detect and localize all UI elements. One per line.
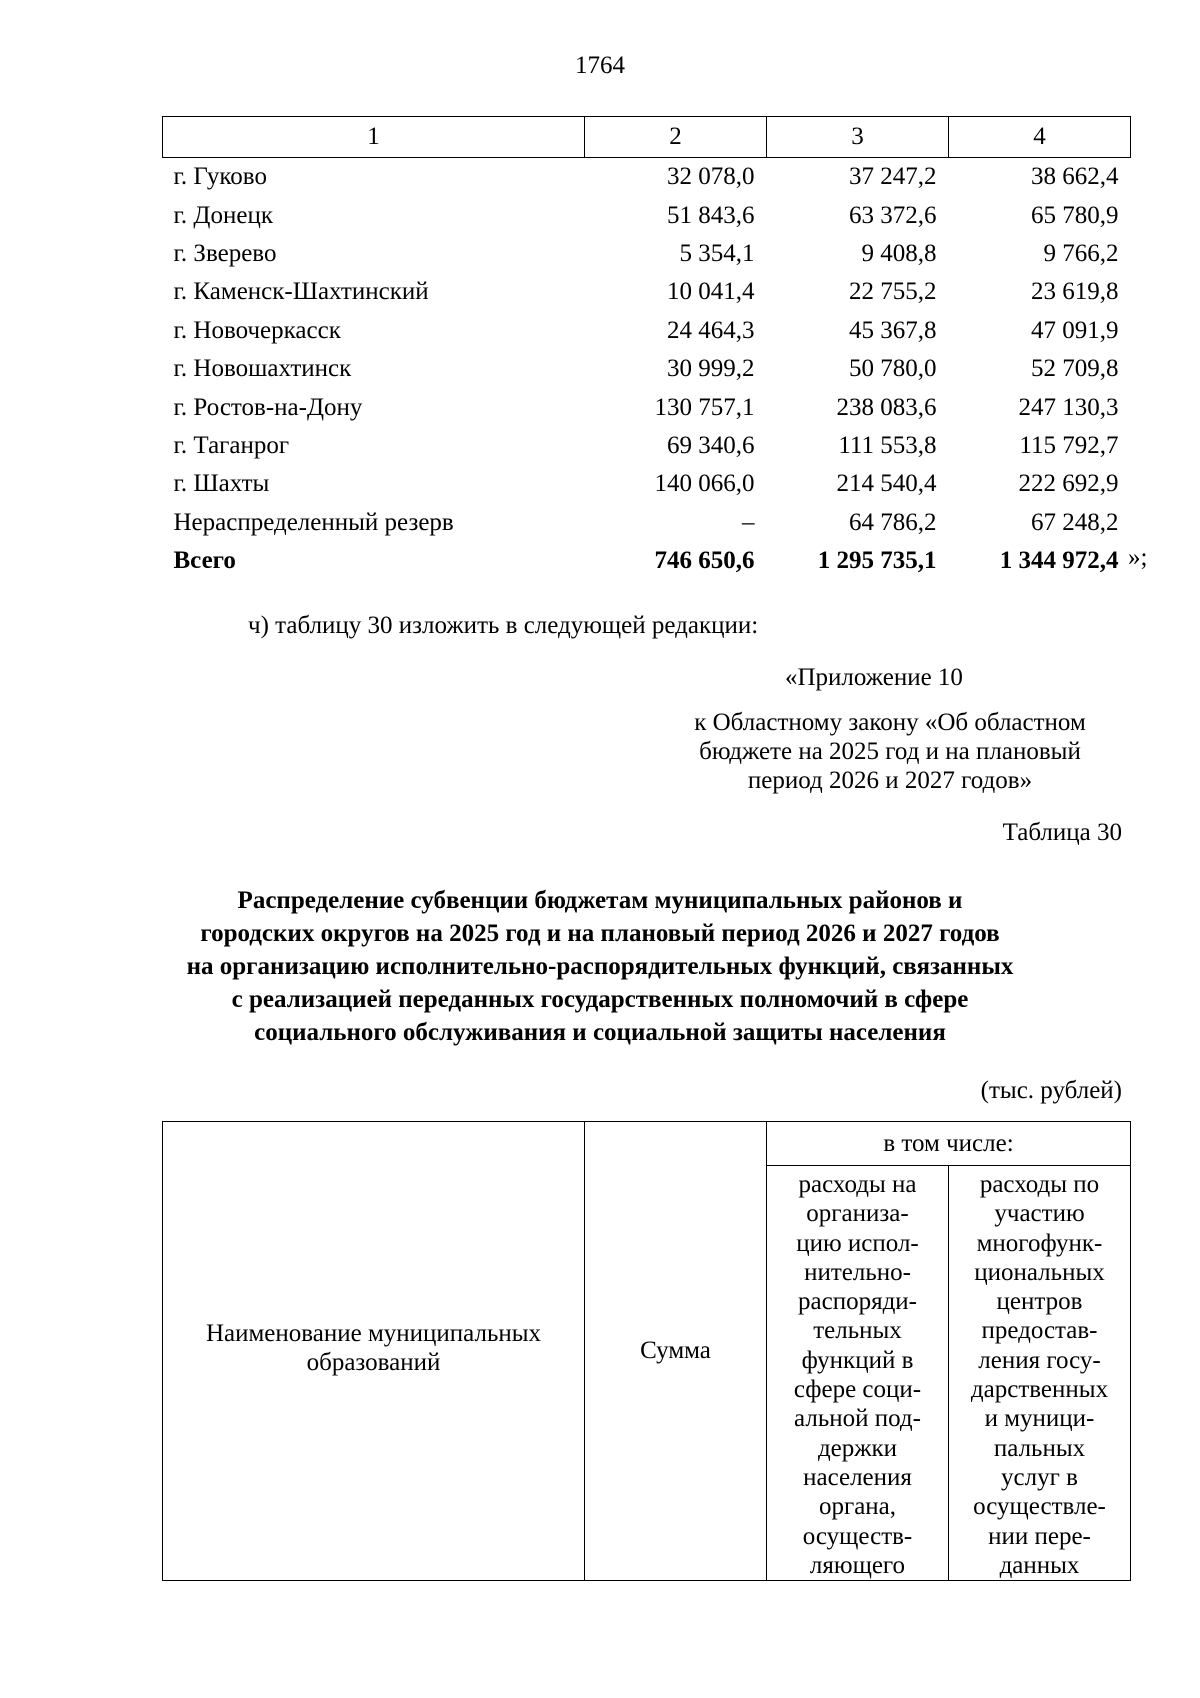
amount-2027: 67 248,2 <box>1031 508 1119 536</box>
amount-2025: 130 757,1 <box>654 393 755 421</box>
header-line: держки <box>817 1434 898 1462</box>
amount-2026: 50 780,0 <box>849 355 937 383</box>
municipality-name: г. Ростов-на-Дону <box>173 393 363 421</box>
header-line: населения <box>803 1463 912 1491</box>
amount-2027: 38 662,4 <box>1031 163 1119 191</box>
amount-2026: 238 083,6 <box>836 393 937 421</box>
municipality-name: Нераспределенный резерв <box>173 508 454 536</box>
table-row <box>163 235 1131 273</box>
amount-2025: 746 650,6 <box>654 547 755 575</box>
header-line: многофунк- <box>976 1229 1103 1257</box>
closing-quote: »; <box>1128 544 1148 571</box>
amount-2027: 47 091,9 <box>1031 316 1119 344</box>
table-row <box>163 388 1131 426</box>
column-header-sum: Сумма <box>585 1122 767 1581</box>
amount-2025: 51 843,6 <box>667 201 755 229</box>
amount-2025: – <box>742 508 755 536</box>
heading-line: на организацию исполнительно-распорядительных функций, связанных <box>186 953 1014 980</box>
header-line: органа, <box>818 1493 897 1521</box>
header-line: услуг в <box>1001 1463 1078 1491</box>
amount-2025: 5 354,1 <box>679 239 755 267</box>
amount-2027: 23 619,8 <box>1031 278 1119 306</box>
amount-2025: 24 464,3 <box>667 316 755 344</box>
header-line: расходы по <box>979 1171 1100 1198</box>
appendix-reference-line: к Областному закону «Об областном <box>694 709 1086 736</box>
header-line: организа- <box>806 1200 909 1228</box>
subsidy-table-continuation <box>162 116 1131 580</box>
header-line: участию <box>994 1200 1085 1228</box>
amount-2025: 140 066,0 <box>654 470 755 498</box>
header-line: нительно- <box>804 1258 911 1286</box>
page-bottom-margin <box>150 1588 1150 1698</box>
column-number: 3 <box>767 117 949 158</box>
municipality-name: г. Зверево <box>173 239 277 267</box>
header-line: функций в <box>801 1346 914 1374</box>
table-label: Таблица 30 <box>1002 819 1122 846</box>
table-30-header <box>162 1121 1131 1581</box>
header-line: дарственных <box>970 1376 1109 1404</box>
header-line: цию испол- <box>796 1229 919 1257</box>
amount-2027: 1 344 972,4 <box>999 547 1119 575</box>
amount-2027: 115 792,7 <box>1019 431 1119 459</box>
amount-2025: 30 999,2 <box>667 355 755 383</box>
column-header-admin-expenses <box>767 1166 949 1581</box>
appendix-reference-line: бюджете на 2025 год и на плановый <box>699 738 1081 765</box>
header-line: ления госу- <box>978 1346 1101 1374</box>
table-heading <box>120 884 1080 1049</box>
heading-line: социального обслуживания и социальной защиты населения <box>254 1019 946 1046</box>
header-line: тельных <box>813 1317 902 1345</box>
amount-2026: 45 367,8 <box>849 316 937 344</box>
municipality-name: г. Новошахтинск <box>173 355 352 383</box>
municipality-name: Всего <box>173 547 236 575</box>
column-header-including: в том числе: <box>767 1122 1131 1166</box>
header-line: сфере соци- <box>793 1376 922 1404</box>
amount-2026: 9 408,8 <box>861 239 937 267</box>
header-line: циональных <box>974 1258 1105 1286</box>
amount-2026: 64 786,2 <box>849 508 937 536</box>
column-number-row <box>163 117 1131 158</box>
header-line: расходы на <box>798 1171 917 1198</box>
column-number: 4 <box>949 117 1131 158</box>
appendix-reference-line: период 2026 и 2027 годов» <box>747 767 1033 794</box>
column-header-municipality <box>163 1122 585 1581</box>
heading-line: городских округов на 2025 год и на плановый период 2026 и 2027 годов <box>200 920 1000 947</box>
table-row <box>163 158 1131 197</box>
total-row <box>163 542 1131 580</box>
page-number: 1764 <box>575 52 625 79</box>
header-line: осуществле- <box>973 1493 1106 1521</box>
amount-2026: 111 553,8 <box>838 431 937 459</box>
amount-2026: 214 540,4 <box>836 470 937 498</box>
header-line: центров <box>996 1288 1083 1316</box>
heading-line: с реализацией переданных государственных полномочий в сфере <box>231 986 969 1013</box>
column-number: 1 <box>163 117 585 158</box>
amount-2025: 10 041,4 <box>667 278 755 306</box>
header-line: Наименование муниципальных <box>205 1320 542 1348</box>
municipality-name: г. Новочеркасск <box>173 316 341 344</box>
municipality-name: г. Таганрог <box>173 431 290 459</box>
header-line: осуществ- <box>802 1522 913 1550</box>
amount-2026: 63 372,6 <box>849 201 937 229</box>
amount-2026: 22 755,2 <box>849 278 937 306</box>
municipality-name: г. Каменск-Шахтинский <box>173 278 429 306</box>
heading-line: Распределение субвенции бюджетам муниципальных районов и <box>237 887 963 914</box>
header-line: распоряди- <box>798 1288 917 1316</box>
table-row <box>163 427 1131 465</box>
header-line: ляющего <box>809 1551 906 1579</box>
appendix-reference <box>640 708 1140 795</box>
amount-2027: 222 692,9 <box>1018 470 1119 498</box>
header-line: образований <box>306 1349 441 1377</box>
table-row <box>163 312 1131 350</box>
amount-2026: 37 247,2 <box>849 163 937 191</box>
column-number: 2 <box>585 117 767 158</box>
table-row <box>163 196 1131 234</box>
header-line: пальных <box>993 1434 1086 1462</box>
amount-2027: 65 780,9 <box>1031 201 1119 229</box>
municipality-name: г. Гуково <box>173 163 267 191</box>
amount-2025: 32 078,0 <box>667 163 755 191</box>
header-line: предостав- <box>981 1317 1098 1345</box>
table-row <box>163 273 1131 311</box>
table-row <box>163 350 1131 388</box>
table-row <box>163 465 1131 503</box>
municipality-name: г. Донецк <box>173 201 273 229</box>
amendment-instruction: ч) таблицу 30 изложить в следующей редакции: <box>248 612 759 639</box>
table-row <box>163 504 1131 542</box>
column-header-mfc-expenses <box>949 1166 1131 1581</box>
header-line: и муници- <box>984 1405 1095 1433</box>
appendix-title: «Приложение 10 <box>785 664 963 691</box>
amount-2026: 1 295 735,1 <box>817 547 937 575</box>
amount-2027: 247 130,3 <box>1018 393 1119 421</box>
amount-2027: 9 766,2 <box>1043 239 1119 267</box>
header-line: альной под- <box>794 1405 921 1433</box>
header-line: данных <box>999 1551 1080 1579</box>
units-label: (тыс. рублей) <box>980 1077 1122 1104</box>
amount-2025: 69 340,6 <box>667 431 755 459</box>
municipality-name: г. Шахты <box>173 470 270 498</box>
amount-2027: 52 709,8 <box>1031 355 1119 383</box>
header-line: нии пере- <box>988 1522 1091 1550</box>
